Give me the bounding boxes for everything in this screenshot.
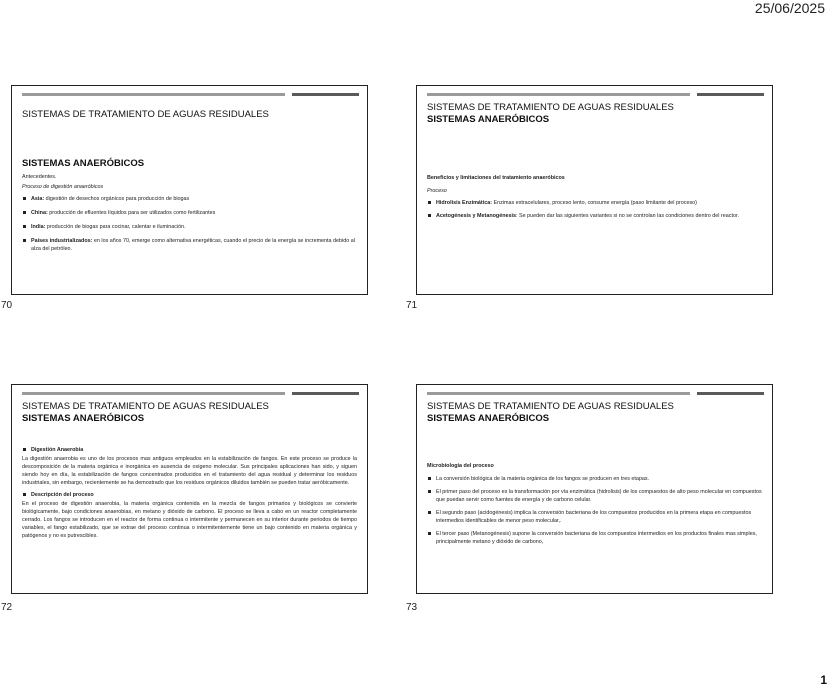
bullet-item: Asia: digestión de desechos orgánicos para producción de biogas — [22, 195, 357, 203]
slide-number: 70 — [1, 300, 13, 311]
slide-72 — [11, 384, 368, 594]
slide-header — [22, 109, 357, 121]
bullet-item: El segundo paso (acidogénesis) implica la conversión bacteriana de los compuestos producidos en la primera etapa en compuestos intermedios identificables de menor peso molecular,. — [427, 509, 762, 525]
slide-title-bars — [427, 392, 764, 398]
slide-title: SISTEMAS DE TRATAMIENTO DE AGUAS RESIDUALES — [22, 109, 269, 120]
bullet-item: El primer paso del proceso es la transformación por vía enzimática (hidrolisis) de los compuestos de alto peso molecular en compuestos que puedan servir como fuentes de energía y de carbono celular. — [427, 488, 762, 504]
slide-header — [22, 401, 357, 425]
slide-subtitle: SISTEMAS ANAERÓBICOS — [427, 114, 550, 125]
page-number: 1 — [820, 673, 827, 687]
slide-title-bars — [22, 93, 359, 99]
slide-body — [22, 446, 357, 542]
bullet-item: La conversión biológica de la materia orgánica de los fangos se producen en tres etapas. — [427, 475, 762, 483]
slide-number: 71 — [406, 300, 418, 311]
slide-header — [427, 102, 762, 126]
bullet-item: Países industrializados: en los años 70, emerge como alternativa energéticas, cuando el precio de la energía se incrementa debido al alza del petróleo. — [22, 237, 357, 253]
section-paragraph: En el proceso de digestión anaerobia, la materia orgánica contenida en la mezcla de fangos primarios y biológicos se convierte biológicamente, bajo condiciones anaerobias, en metano y dióxido de carbono. El proceso se lleva a cabo en un reactor completamente cerrado. Los fangos se introducen en el reactor de forma continua o intermitente y permanecen en su interior durante periodos de tiempo variables, el fango estabilizado, que se extrae del proceso continua o intermitentemente tiene un bajo contenido en materia orgánica y patógenos y no es putrescibles. — [22, 501, 357, 539]
slide-70 — [11, 85, 368, 295]
slide-71 — [416, 85, 773, 295]
slide-body — [22, 158, 357, 256]
intro-text: Antecedentes. — [22, 174, 57, 180]
bullet-item: El tercer paso (Metanogénesis) supone la conversión bacteriana de los compuestos intermedios en los productos finales mas simples, principalmente metano y dióxido de carbono, — [427, 530, 762, 546]
section-title: Descripción del proceso — [22, 491, 357, 499]
slide-73 — [416, 384, 773, 594]
bullet-item: Hidrolisis Enzimática: Enzimas extracelulares, proceso lento, consume energía (paso limitante del proceso) — [427, 199, 762, 207]
print-date: 25/06/2025 — [754, 0, 825, 16]
slide-subtitle: SISTEMAS ANAERÓBICOS — [22, 158, 145, 169]
slide-subtitle: SISTEMAS ANAERÓBICOS — [22, 413, 145, 424]
slide-title: SISTEMAS DE TRATAMIENTO DE AGUAS RESIDUALES — [22, 401, 269, 412]
slide-number: 72 — [1, 602, 13, 613]
slide-subtitle: SISTEMAS ANAERÓBICOS — [427, 413, 550, 424]
bullet-item: China: producción de efluentes líquidos para ser utilizados como fertilizantes — [22, 209, 357, 217]
section-heading: Microbiología del proceso — [427, 463, 494, 469]
slide-number: 73 — [406, 602, 418, 613]
bullet-item: Acetogénesis y Metanogénesis: Se pueden dar las siguientes variantes si no se controlan las condiciones dentro del reactor. — [427, 212, 762, 220]
italic-subheading: Proceso de digestión anaeróbicos — [22, 184, 104, 190]
bullet-item: India: producción de biogas para cocinar, calentar e iluminación. — [22, 223, 357, 231]
slide-body — [427, 174, 762, 223]
section-paragraph: La digestión anaerobia es uno de los procesos mas antiguos empleados en la estabilización de fangos. En este proceso se produce la descomposición de la materia orgánica e inorgánica en ausencia de oxigeno molecular. Sus principales aplicaciones han sido, y siguen siendo hoy en día, la estabilización de fangos concentrados producidos en el tratamiento del agua residual y determinar los residuos industriales, sin embargo, recientemente se ha demostrado que los residuos orgánicos diluidos también se pueden tratar aeróbicamente. — [22, 456, 357, 486]
slide-title-bars — [22, 392, 359, 398]
slide-header — [427, 401, 762, 425]
section-heading: Beneficios y limitaciones del tratamiento anaeróbicos — [427, 175, 565, 181]
section-title: Digestión Anaerobia — [22, 446, 357, 454]
slide-title-bars — [427, 93, 764, 99]
slide-title: SISTEMAS DE TRATAMIENTO DE AGUAS RESIDUALES — [427, 102, 674, 113]
slide-body — [427, 462, 762, 549]
italic-subheading: Proceso — [427, 188, 447, 194]
slide-title: SISTEMAS DE TRATAMIENTO DE AGUAS RESIDUALES — [427, 401, 674, 412]
